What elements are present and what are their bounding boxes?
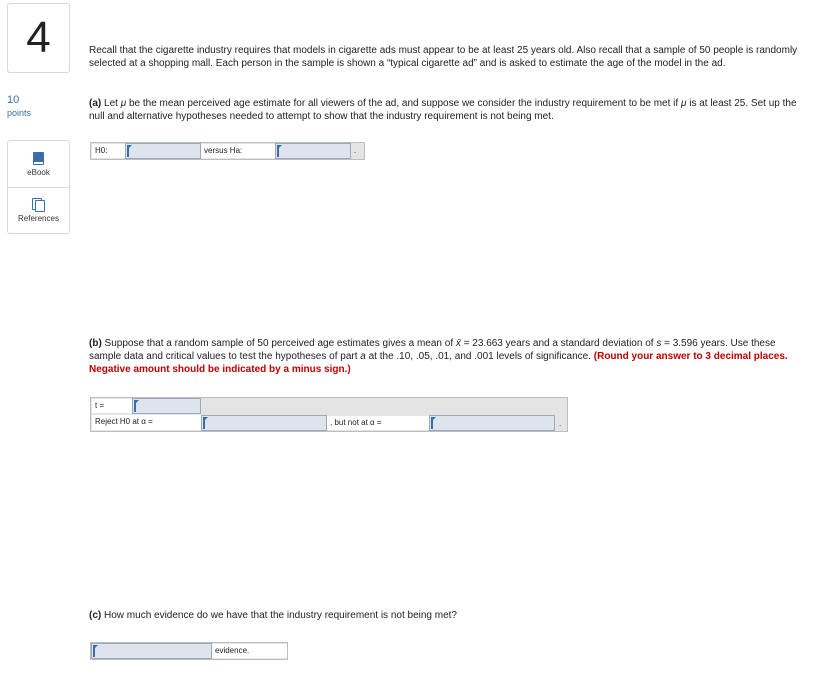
question-intro: Recall that the cigarette industry requires that models in cigarette ads must appear to be at least 25 years old. Also recall that a sample of 50 people is randomly selected at a shopping mall. Each person in the sample is shown a “typical cigarette ad” and is asked to estimate the age of the model in the ad.	[89, 45, 798, 69]
part-a-text-3: is at least 25. Set up the null and alternative hypotheses needed to attempt to show that the industry requirement is not being met.	[89, 98, 797, 122]
tools-panel	[7, 140, 70, 234]
references-label: References	[18, 214, 59, 223]
xbar-symbol: x̄	[455, 338, 461, 349]
part-a-text	[89, 98, 799, 124]
part-b-text-4: at the .10, .05, .01, and .001 levels of significance.	[365, 350, 594, 362]
hypotheses-row	[90, 142, 365, 160]
part-b-label: (b)	[89, 338, 102, 349]
part-b-text-1: Suppose that a random sample of 50 perceived age estimates gives a mean of	[101, 338, 456, 349]
question-number: 4	[7, 3, 70, 73]
mu-symbol-2: μ	[680, 98, 687, 109]
hypotheses-end-mark: .	[354, 146, 357, 155]
h0-select[interactable]	[125, 143, 201, 159]
reject-alpha-select[interactable]	[201, 415, 327, 431]
evidence-row	[90, 642, 288, 660]
part-b-text-2: = 23.663 years and a standard deviation of	[460, 338, 657, 349]
ebook-button[interactable]	[8, 141, 69, 187]
s-symbol: s	[656, 338, 662, 349]
references-icon	[32, 198, 45, 211]
t-input[interactable]	[132, 398, 201, 414]
rounding-instruction: (Round your answer to 3 decimal places. Negative amount should be indicated by a minus sign.)	[89, 350, 788, 375]
part-c-label: (c)	[89, 610, 102, 621]
t-label: t =	[92, 399, 132, 413]
reject-label: Reject H0 at α =	[92, 415, 201, 430]
part-c-text	[89, 610, 799, 623]
evidence-select[interactable]	[91, 643, 212, 659]
points-label: points	[7, 108, 32, 118]
points-value: 10	[7, 94, 20, 106]
not-reject-alpha-select[interactable]	[429, 415, 555, 431]
part-a-label: (a)	[89, 98, 102, 109]
but-not-label: , but not at α =	[327, 416, 429, 430]
ebook-label: eBook	[27, 167, 50, 177]
part-b-text-3: = 3.596 years. Use these sample data and critical values to test the hypotheses of part	[89, 338, 776, 362]
evidence-label: evidence.	[212, 644, 287, 658]
test-answer-table	[90, 397, 568, 432]
part-b-text	[89, 338, 799, 376]
part-a-reference: a	[360, 350, 366, 362]
h0-label: H0:	[92, 144, 125, 158]
part-a-text-1: Let	[101, 98, 121, 109]
ebook-icon	[33, 152, 44, 165]
references-button[interactable]	[8, 187, 69, 233]
ha-select[interactable]	[275, 143, 351, 159]
mu-symbol: μ	[120, 98, 127, 109]
reject-end-mark: .	[559, 419, 562, 428]
ha-label: versus Ha:	[201, 144, 275, 158]
part-c-question: How much evidence do we have that the industry requirement is not being met?	[101, 610, 457, 621]
part-a-text-2: be the mean perceived age estimate for all viewers of the ad, and suppose we consider the industry requirement to be met if	[126, 98, 681, 109]
